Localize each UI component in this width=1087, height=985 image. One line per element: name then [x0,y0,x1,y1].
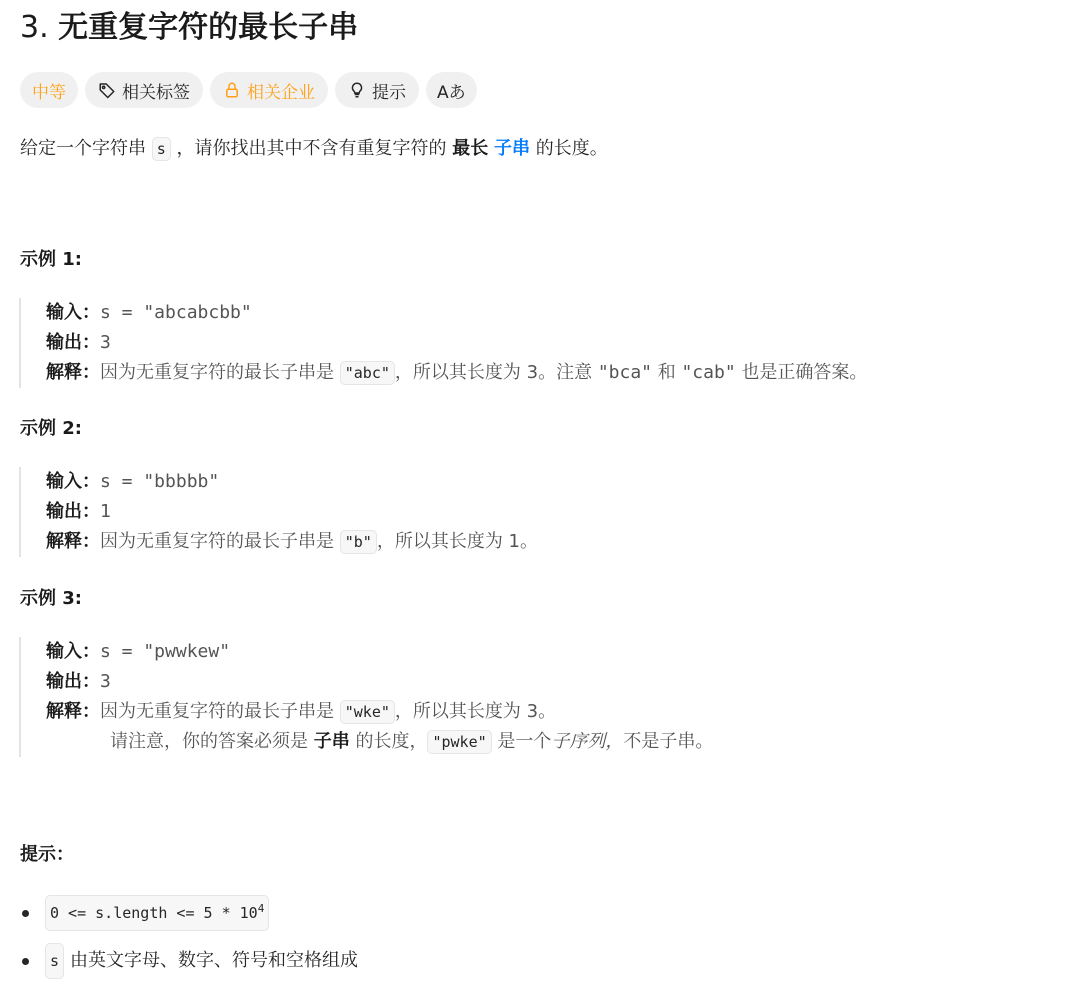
input-label: 输入： [46,641,100,662]
example-3-input [46,637,713,667]
input-value: s = "abcabcbb" [100,302,252,323]
related-tags-label: 相关标签 [122,82,190,103]
note-text: 请注意，你的答案必须是 [110,731,308,752]
explanation-text: ，所以其长度为 3。 [394,701,557,722]
bullet-icon [22,910,29,917]
translate-button[interactable] [426,72,477,108]
constraint-2-code: s [45,943,64,979]
example-2-output [46,497,538,527]
problem-title [20,8,358,48]
example-1-title: 示例 1: [20,249,82,270]
explanation-code: "abc" [340,361,395,385]
related-companies-label: 相关企业 [247,82,315,103]
desc-var-s: s [152,137,171,161]
explanation-text: ，所以其长度为 3。注意 [394,362,593,383]
output-label: 输出： [46,501,100,522]
note-text: 不是子串。 [623,731,714,752]
desc-text-1: 给定一个字符串 [20,138,146,159]
note-text: 是一个 [497,731,552,752]
note-bold: 子串 [313,731,350,752]
example-3-title: 示例 3: [20,588,82,609]
lock-icon [223,81,241,99]
tag-bar [20,72,477,108]
related-tags-button[interactable] [85,72,203,108]
note-italic: 子序列， [551,731,624,752]
output-value: 3 [100,332,111,353]
explanation-text: 也是正确答案。 [741,362,868,383]
output-label: 输出： [46,332,100,353]
explanation-label: 解释： [46,701,100,722]
difficulty-label: 中等 [32,82,66,103]
output-label: 输出： [46,671,100,692]
desc-text-2: ，请你找出其中不含有重复字符的 [176,138,447,159]
tag-icon [98,81,116,99]
explanation-quote: "cab" [681,362,736,383]
example-2-title: 示例 2: [20,418,82,439]
related-companies-button[interactable] [210,72,328,108]
example-1-output [46,328,867,358]
constraint-2-text: 由英文字母、数字、符号和空格组成 [70,950,359,971]
difficulty-badge [20,72,78,108]
desc-text-3: 的长度。 [535,138,608,159]
note-code: "pwke" [427,730,491,754]
explanation-text: 因为无重复字符的最长子串是 [100,362,334,383]
problem-name: 无重复字符的最长子串 [58,10,359,45]
example-3-explanation [46,697,713,727]
bullet-icon [22,958,29,965]
example-3-block [19,637,713,757]
constraints-title: 提示： [20,844,74,865]
example-3-note [46,727,713,757]
input-label: 输入： [46,302,100,323]
note-text: 的长度， [355,731,428,752]
explanation-text: ，所以其长度为 1。 [376,531,539,552]
substring-link[interactable]: 子串 [493,138,530,159]
output-value: 3 [100,671,111,692]
example-3-output [46,667,713,697]
explanation-label: 解释： [46,362,100,383]
explanation-quote: "bca" [597,362,652,383]
constraint-1 [20,895,269,931]
output-value: 1 [100,501,111,522]
input-label: 输入： [46,471,100,492]
constraint-1-expr: 0 <= s.length <= 5 * 10 [50,904,258,922]
explanation-text: 因为无重复字符的最长子串是 [100,531,334,552]
example-2-block [19,467,538,557]
explanation-label: 解释： [46,531,100,552]
desc-bold-longest: 最长 [452,138,489,159]
example-1-explanation [46,358,867,388]
translate-icon: Aあ [437,82,466,103]
constraint-2 [20,943,358,979]
constraint-1-code [45,895,269,931]
hint-label: 提示 [372,82,406,103]
explanation-code: "b" [340,530,377,554]
constraint-1-exponent: 4 [257,902,265,915]
explanation-code: "wke" [340,700,395,724]
explanation-text: 因为无重复字符的最长子串是 [100,701,334,722]
example-2-input [46,467,538,497]
hint-button[interactable] [335,72,419,108]
example-1-block [19,298,867,388]
example-2-explanation [46,527,538,557]
example-1-input [46,298,867,328]
input-value: s = "pwwkew" [100,641,231,662]
explanation-text: 和 [657,362,676,383]
problem-number: 3. [20,10,49,45]
input-value: s = "bbbbb" [100,471,220,492]
lightbulb-icon [348,81,366,99]
problem-description [20,134,608,164]
